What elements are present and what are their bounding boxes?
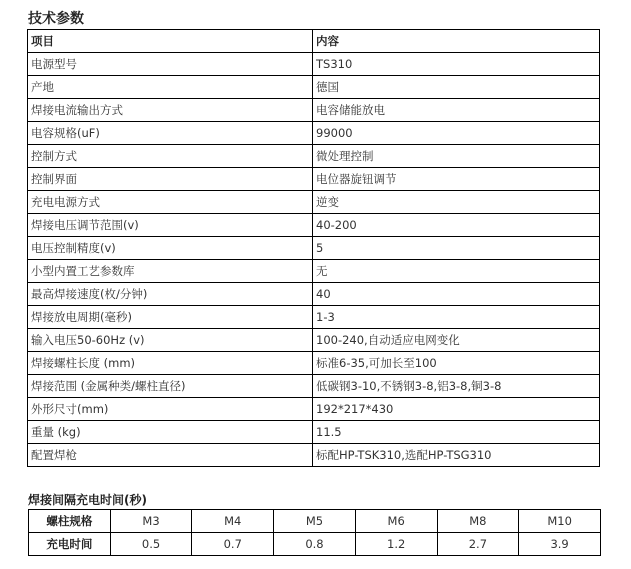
spec-item-cell: 焊接螺柱长度 (mm) (28, 352, 313, 375)
spec-item-cell: 小型内置工艺参数库 (28, 260, 313, 283)
header-content: 内容 (313, 30, 600, 53)
spec-row (28, 237, 600, 260)
charge-time-cell: 0.7 (192, 533, 274, 556)
spec-value-cell: 逆变 (313, 191, 600, 214)
spec-value-cell: 电容储能放电 (313, 99, 600, 122)
stud-size-cell: M10 (519, 510, 601, 533)
spec-row (28, 145, 600, 168)
charge-time-title: 焊接间隔充电时间(秒) (28, 493, 147, 507)
spec-item-cell: 充电电源方式 (28, 191, 313, 214)
stud-size-cell: M8 (437, 510, 519, 533)
spec-row (28, 53, 600, 76)
stud-size-row (29, 510, 601, 533)
spec-table (27, 29, 600, 467)
spec-value-cell: TS310 (313, 53, 600, 76)
spec-table-header-row (28, 30, 600, 53)
charge-time-cell: 1.2 (355, 533, 437, 556)
spec-row (28, 329, 600, 352)
spec-row (28, 398, 600, 421)
spec-item-cell: 焊接范围 (金属种类/螺柱直径) (28, 375, 313, 398)
spec-row (28, 352, 600, 375)
charge-time-label: 充电时间 (29, 533, 111, 556)
spec-value-cell: 1-3 (313, 306, 600, 329)
spec-value-cell: 无 (313, 260, 600, 283)
spec-row (28, 168, 600, 191)
charge-time-cell: 3.9 (519, 533, 601, 556)
stud-size-label: 螺柱规格 (29, 510, 111, 533)
spec-value-cell: 5 (313, 237, 600, 260)
spec-value-cell: 电位器旋钮调节 (313, 168, 600, 191)
charge-time-cell: 0.5 (110, 533, 192, 556)
spec-value-cell: 99000 (313, 122, 600, 145)
spec-item-cell: 外形尺寸(mm) (28, 398, 313, 421)
stud-size-cell: M4 (192, 510, 274, 533)
spec-value-cell: 192*217*430 (313, 398, 600, 421)
spec-value-cell: 40-200 (313, 214, 600, 237)
page-title: 技术参数 (28, 11, 84, 27)
spec-item-cell: 电源型号 (28, 53, 313, 76)
spec-table-body (28, 30, 600, 467)
charge-time-table (28, 509, 601, 556)
spec-row (28, 191, 600, 214)
spec-value-cell: 100-240,自动适应电网变化 (313, 329, 600, 352)
spec-item-cell: 电容规格(uF) (28, 122, 313, 145)
charge-time-row (29, 533, 601, 556)
spec-value-cell: 低碳钢3-10,不锈钢3-8,铝3-8,铜3-8 (313, 375, 600, 398)
spec-value-cell: 标准6-35,可加长至100 (313, 352, 600, 375)
spec-item-cell: 电压控制精度(v) (28, 237, 313, 260)
spec-item-cell: 焊接放电周期(毫秒) (28, 306, 313, 329)
spec-row (28, 99, 600, 122)
spec-item-cell: 输入电压50-60Hz (v) (28, 329, 313, 352)
spec-row (28, 375, 600, 398)
spec-value-cell: 40 (313, 283, 600, 306)
spec-row (28, 283, 600, 306)
spec-item-cell: 焊接电流输出方式 (28, 99, 313, 122)
spec-row (28, 444, 600, 467)
charge-time-cell: 0.8 (274, 533, 356, 556)
header-item: 项目 (28, 30, 313, 53)
charge-time-cell: 2.7 (437, 533, 519, 556)
spec-value-cell: 微处理控制 (313, 145, 600, 168)
spec-item-cell: 最高焊接速度(枚/分钟) (28, 283, 313, 306)
spec-row (28, 260, 600, 283)
spec-item-cell: 焊接电压调节范围(v) (28, 214, 313, 237)
spec-item-cell: 产地 (28, 76, 313, 99)
spec-item-cell: 控制界面 (28, 168, 313, 191)
stud-size-cell: M6 (355, 510, 437, 533)
spec-value-cell: 德国 (313, 76, 600, 99)
spec-item-cell: 重量 (kg) (28, 421, 313, 444)
stud-size-cell: M3 (110, 510, 192, 533)
spec-row (28, 306, 600, 329)
spec-row (28, 76, 600, 99)
spec-row (28, 421, 600, 444)
spec-value-cell: 11.5 (313, 421, 600, 444)
spec-row (28, 214, 600, 237)
stud-size-cell: M5 (274, 510, 356, 533)
spec-row (28, 122, 600, 145)
spec-item-cell: 配置焊枪 (28, 444, 313, 467)
spec-item-cell: 控制方式 (28, 145, 313, 168)
spec-value-cell: 标配HP-TSK310,选配HP-TSG310 (313, 444, 600, 467)
